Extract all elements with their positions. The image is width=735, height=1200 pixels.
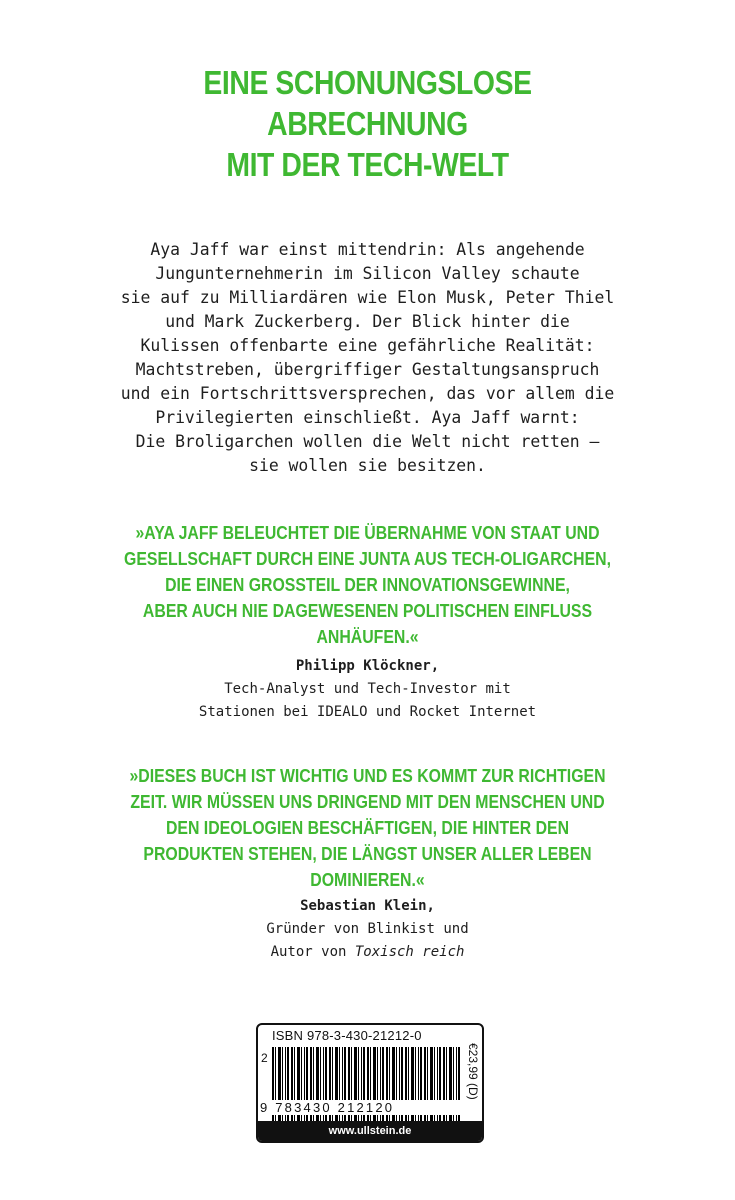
publisher-url: www.ullstein.de [258,1121,482,1141]
blurb-line: Die Broligarchen wollen die Welt nicht retten – [135,432,600,451]
blurb-line: Privilegierten einschließt. Aya Jaff warnt: [155,408,580,427]
testimonial-attribution-2 [0,895,735,964]
blurb-line: und ein Fortschrittsversprechen, das vor allem die [120,384,615,403]
blurb-line: und Mark Zuckerberg. Der Blick hinter die [165,312,570,331]
book-title: Toxisch reich [354,944,465,960]
quote-author-role: Stationen bei IDEALO und Rocket Internet [198,704,537,720]
blurb-line: Aya Jaff war einst mittendrin: Als angehende [150,240,585,259]
blurb-line: Jungunternehmerin im Silicon Valley schaute [155,264,580,283]
blurb-line: sie wollen sie besitzen. [249,456,486,475]
headline-line: ABRECHNUNG [267,105,468,142]
quote-author-role: Tech-Analyst und Tech-Investor mit [224,681,511,697]
quote-author: Sebastian Klein, [300,898,435,914]
blurb-line: Kulissen offenbarte eine gefährliche Realität: [140,336,595,355]
barcode-lead-digit: 2 [261,1051,268,1065]
quote-author-role [0,941,735,964]
quote-line: ANHÄUFEN.« [316,627,419,647]
blurb-text [0,238,735,478]
quote-line: DIE EINEN GROSSTEIL DER INNOVATIONSGEWINNE, [165,575,570,595]
testimonial-quote-2 [44,763,691,893]
blurb-line: Machtstreben, übergriffiger Gestaltungsanspruch [135,360,600,379]
quote-line: ZEIT. WIR MÜSSEN UNS DRINGEND MIT DEN MENSCHEN UND [130,792,605,812]
quote-author-role-prefix: Autor von [270,944,355,960]
testimonial-attribution-1 [0,655,735,724]
headline-line: EINE SCHONUNGSLOSE [203,64,532,101]
quote-line: »DIESES BUCH IST WICHTIG UND ES KOMMT ZUR RICHTIGEN [129,766,606,786]
ean-digits: 9 783430 212120 [258,1100,465,1115]
quote-line: DOMINIEREN.« [310,870,425,890]
quote-author: Philipp Klöckner, [295,658,440,674]
quote-line: DEN IDEOLOGIEN BESCHÄFTIGEN, DIE HINTER DEN [165,818,570,838]
quote-line: PRODUKTEN STEHEN, DIE LÄNGST UNSER ALLER LEBEN [143,844,592,864]
quote-line: ABER AUCH NIE DAGEWESENEN POLITISCHEN EINFLUSS [142,601,593,621]
isbn-number: ISBN 978-3-430-21212-0 [272,1028,422,1043]
testimonial-quote-1 [44,520,691,650]
headline [51,62,683,185]
headline-line: MIT DER TECH-WELT [226,146,509,183]
barcode-label [256,1023,484,1143]
quote-author-role: Gründer von Blinkist und [266,921,469,937]
price-label: €23,99 (D) [466,1043,480,1100]
quote-line: »AYA JAFF BELEUCHTET DIE ÜBERNAHME VON STAAT UND [135,523,600,543]
quote-line: GESELLSCHAFT DURCH EINE JUNTA AUS TECH-OLIGARCHEN, [124,549,611,569]
blurb-line: sie auf zu Milliardären wie Elon Musk, Peter Thiel [120,288,615,307]
